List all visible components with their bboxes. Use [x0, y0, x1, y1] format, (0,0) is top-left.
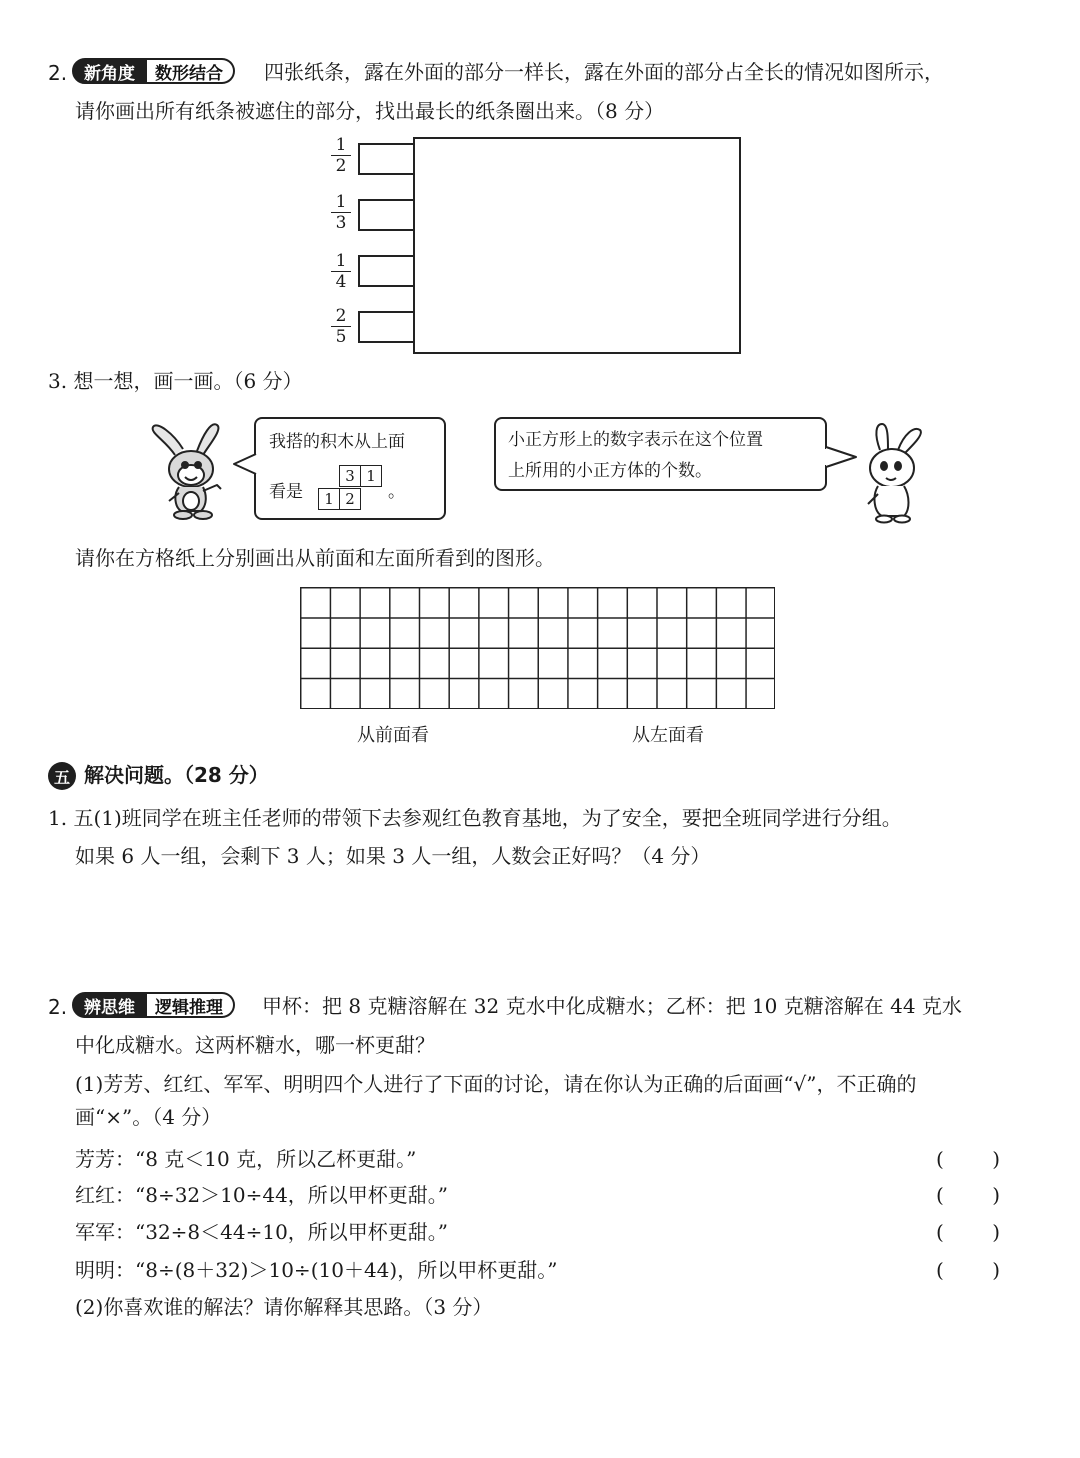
- top-view-cell: 2: [339, 488, 361, 510]
- fraction-label: 2 5: [330, 307, 352, 346]
- question-text: (2)你喜欢谁的解法？请你解释其思路。（3 分）: [75, 1295, 493, 1319]
- top-view-cell: 3: [339, 465, 361, 487]
- bubble-text: 上所用的小正方体的个数。: [508, 461, 712, 481]
- question-number: 2.: [48, 995, 68, 1019]
- bubble-text: 小正方形上的数字表示在这个位置: [508, 430, 763, 450]
- question-text: 请你画出所有纸条被遮住的部分，找出最长的纸条圈出来。（8 分）: [75, 99, 665, 123]
- answer-blank[interactable]: ( ): [936, 1258, 1000, 1282]
- top-view-cell: 1: [360, 465, 382, 487]
- tag-badge-left: 辨思维: [72, 992, 147, 1018]
- bubble-tail-icon: [824, 444, 858, 470]
- speech-bubble-right: [494, 417, 827, 491]
- tag-badge-left: 新角度: [72, 58, 147, 84]
- paper-strip: [358, 199, 413, 231]
- cover-rectangle: [413, 137, 741, 354]
- statement-text: 明明：“8÷(8＋32)＞10÷(10＋44)，所以甲杯更甜。”: [75, 1258, 558, 1282]
- answer-blank[interactable]: ( ): [936, 1147, 1000, 1171]
- tag-badge: [72, 58, 235, 84]
- answer-blank[interactable]: ( ): [936, 1220, 1000, 1244]
- question-title: 3. 想一想，画一画。（6 分）: [48, 369, 303, 393]
- statement-text: 军军：“32÷8＜44÷10，所以甲杯更甜。”: [75, 1220, 449, 1244]
- question-text: 中化成糖水。这两杯糖水，哪一杯更甜？: [75, 1033, 435, 1057]
- grid-label-front: 从前面看: [357, 725, 429, 746]
- fraction-label: 1 4: [330, 252, 352, 291]
- bubble-tail-icon: [232, 452, 258, 476]
- question-text: 甲杯：把 8 克糖溶解在 32 克水中化成糖水；乙杯：把 10 克糖溶解在 44 克水: [262, 994, 962, 1018]
- tag-badge-right: 逻辑推理: [147, 992, 235, 1018]
- paper-strip: [358, 255, 413, 287]
- tag-badge-right: 数形结合: [147, 58, 235, 84]
- question-text: (1)芳芳、红红、军军、明明四个人进行了下面的讨论，请在你认为正确的后面画“√”，不正确的: [75, 1072, 917, 1096]
- statement-text: 芳芳：“8 克＜10 克，所以乙杯更甜。”: [75, 1147, 417, 1171]
- section-number-badge: 五: [48, 762, 76, 790]
- answer-blank[interactable]: ( ): [936, 1183, 1000, 1207]
- paper-strip: [358, 143, 413, 175]
- question-text: 四张纸条，露在外面的部分一样长，露在外面的部分占全长的情况如图所示，: [264, 60, 944, 84]
- question-text: 如果 6 人一组，会剩下 3 人；如果 3 人一组，人数会正好吗？（4 分）: [75, 844, 711, 868]
- rabbit-left-illustration: [145, 415, 235, 525]
- bubble-text: 我搭的积木从上面: [269, 432, 405, 452]
- bubble-text: 看是: [269, 482, 303, 502]
- speech-bubble-left: [254, 417, 446, 520]
- section-title: 解决问题。（28 分）: [84, 763, 269, 787]
- question-number: 2.: [48, 61, 68, 85]
- top-view-cell: 1: [318, 488, 340, 510]
- fraction-label: 1 2: [330, 136, 352, 175]
- instruction-text: 请你在方格纸上分别画出从前面和左面所看到的图形。: [75, 546, 555, 570]
- rabbit-right-illustration: [858, 420, 930, 524]
- question-text: 1. 五(1)班同学在班主任老师的带领下去参观红色教育基地，为了安全，要把全班同学进行分组。: [48, 806, 902, 830]
- tag-badge: [72, 992, 235, 1018]
- statement-text: 红红：“8÷32＞10÷44，所以甲杯更甜。”: [75, 1183, 449, 1207]
- fraction-label: 1 3: [330, 193, 352, 232]
- question-text: 画“×”。（4 分）: [75, 1105, 222, 1129]
- grid-label-left: 从左面看: [632, 725, 704, 746]
- drawing-grid[interactable]: [300, 587, 775, 709]
- paper-strip: [358, 311, 413, 343]
- bubble-text: 。: [388, 482, 405, 502]
